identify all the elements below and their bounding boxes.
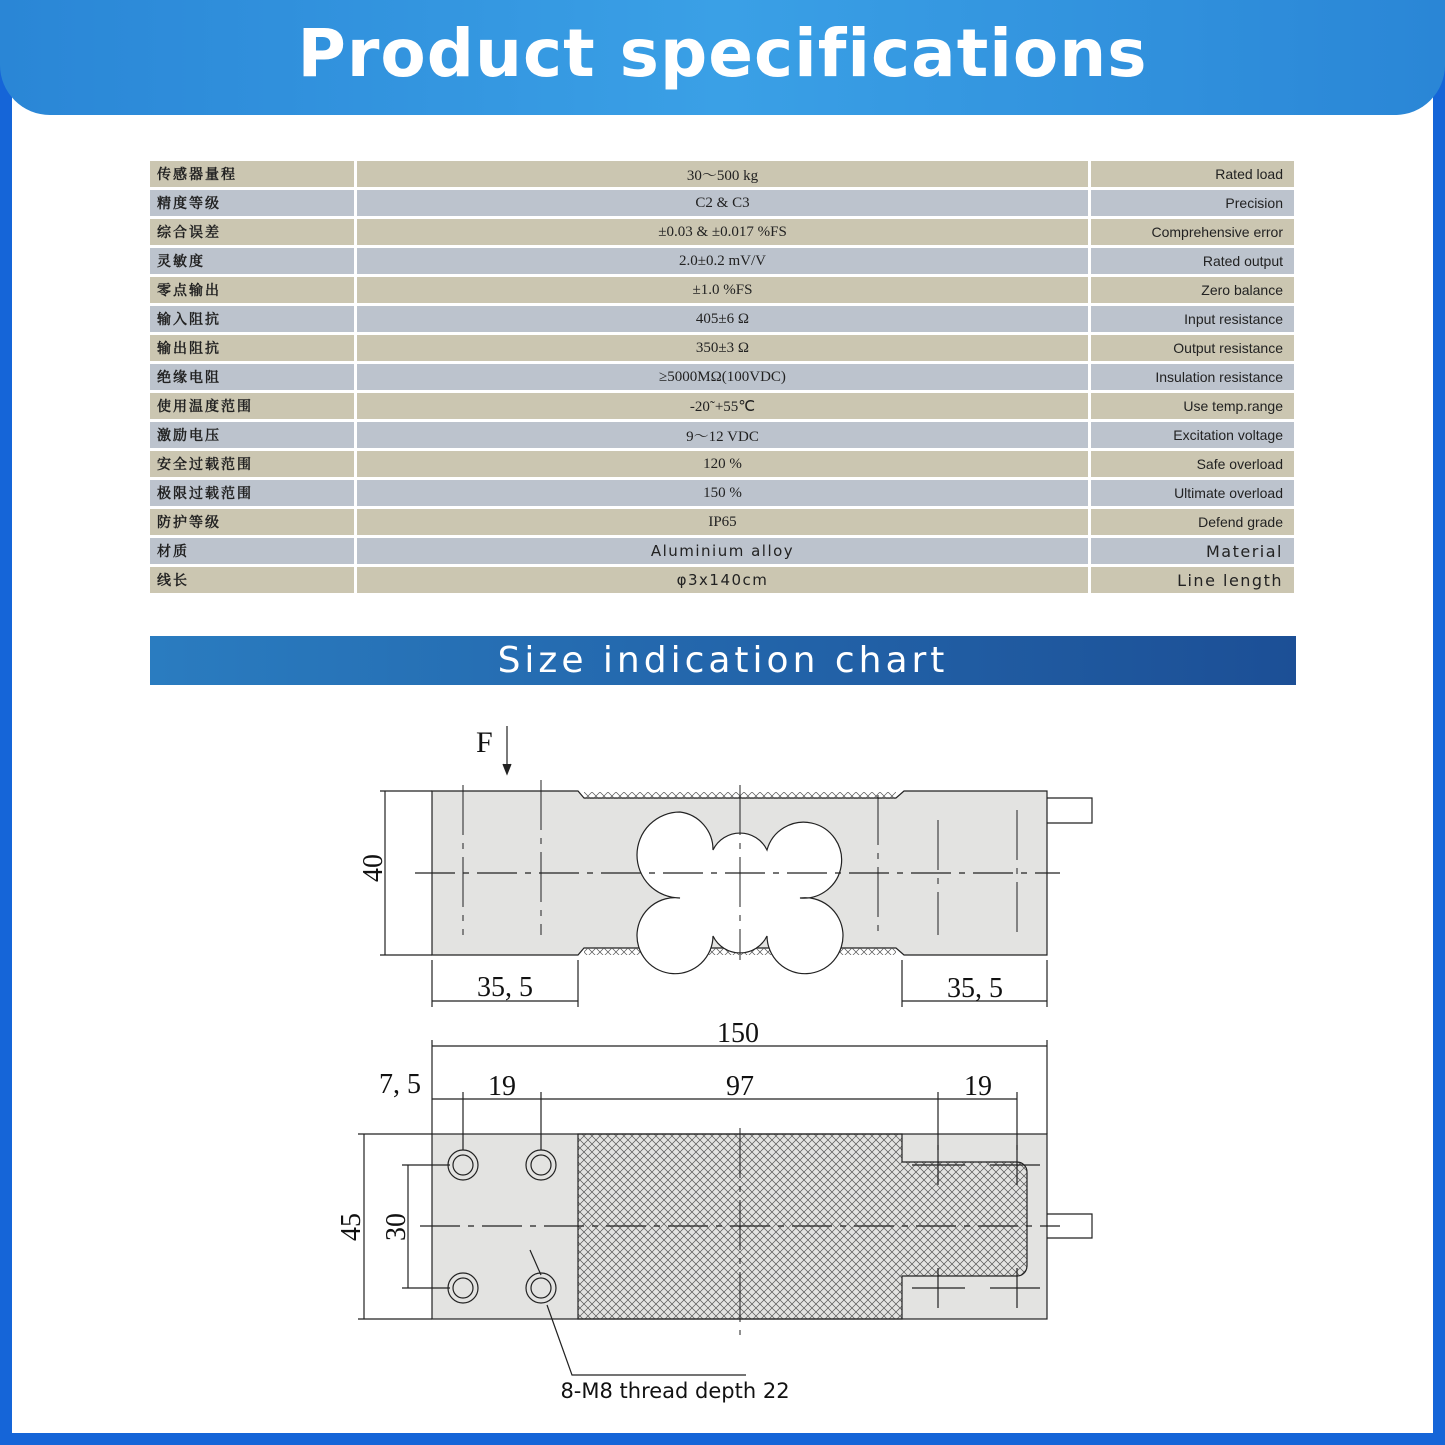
spec-name-en: Insulation resistance	[1091, 364, 1294, 390]
height-dimension: 40	[358, 854, 389, 882]
spec-name-en: Line length	[1091, 567, 1294, 593]
spec-name-en: Comprehensive error	[1091, 219, 1294, 245]
spec-name-cn: 极限过载范围	[150, 480, 354, 506]
hole-span-dimension: 30	[381, 1213, 412, 1241]
spec-value: ≥5000MΩ(100VDC)	[357, 364, 1088, 390]
spec-name-en: Safe overload	[1091, 451, 1294, 477]
right-length-dimension: 35, 5	[947, 973, 1003, 1004]
spec-value: -20˜+55℃	[357, 393, 1088, 419]
spec-name-en: Precision	[1091, 190, 1294, 216]
spec-name-cn: 防护等级	[150, 509, 354, 535]
spec-name-en: Rated output	[1091, 248, 1294, 274]
left-length-dimension: 35, 5	[477, 972, 533, 1003]
spec-name-en: Input resistance	[1091, 306, 1294, 332]
spec-value: 120 %	[357, 451, 1088, 477]
spec-name-en: Excitation voltage	[1091, 422, 1294, 448]
spec-name-cn: 材质	[150, 538, 354, 564]
spec-name-cn: 绝缘电阻	[150, 364, 354, 390]
spec-name-en: Ultimate overload	[1091, 480, 1294, 506]
spec-value: IP65	[357, 509, 1088, 535]
spec-name-cn: 灵敏度	[150, 248, 354, 274]
spec-name-en: Zero balance	[1091, 277, 1294, 303]
right-hole-spacing: 19	[964, 1071, 992, 1102]
spec-name-cn: 安全过载范围	[150, 451, 354, 477]
spec-name-en: Use temp.range	[1091, 393, 1294, 419]
spec-name-en: Defend grade	[1091, 509, 1294, 535]
size-chart-title: Size indication chart	[497, 640, 949, 681]
spec-name-cn: 综合误差	[150, 219, 354, 245]
total-length-dimension: 150	[717, 1018, 759, 1049]
spec-value: C2 & C3	[357, 190, 1088, 216]
spec-name-cn: 输出阻抗	[150, 335, 354, 361]
spec-value: 9～12 VDC	[357, 422, 1088, 448]
spec-name-cn: 输入阻抗	[150, 306, 354, 332]
page-title: Product specifications	[297, 15, 1148, 92]
spec-value: φ3x140cm	[357, 567, 1088, 593]
left-hole-spacing: 19	[488, 1071, 516, 1102]
thread-note: 8-M8 thread depth 22	[560, 1379, 790, 1403]
spec-name-en: Rated load	[1091, 161, 1294, 187]
force-label: F	[476, 726, 493, 759]
spec-name-cn: 使用温度范围	[150, 393, 354, 419]
spec-value: Aluminium alloy	[357, 538, 1088, 564]
spec-name-cn: 传感器量程	[150, 161, 354, 187]
spec-name-en: Material	[1091, 538, 1294, 564]
spec-value: ±0.03 & ±0.017 %FS	[357, 219, 1088, 245]
spec-value: 350±3 Ω	[357, 335, 1088, 361]
spec-value: 2.0±0.2 mV/V	[357, 248, 1088, 274]
spec-name-cn: 零点输出	[150, 277, 354, 303]
spec-value: 30～500 kg	[357, 161, 1088, 187]
spec-name-en: Output resistance	[1091, 335, 1294, 361]
spec-value: ±1.0 %FS	[357, 277, 1088, 303]
spec-name-cn: 激励电压	[150, 422, 354, 448]
spec-name-cn: 线长	[150, 567, 354, 593]
middle-spacing: 97	[726, 1071, 754, 1102]
spec-name-cn: 精度等级	[150, 190, 354, 216]
edge-offset-dimension: 7, 5	[379, 1069, 421, 1100]
spec-value: 405±6 Ω	[357, 306, 1088, 332]
width-dimension: 45	[336, 1213, 367, 1241]
spec-value: 150 %	[357, 480, 1088, 506]
